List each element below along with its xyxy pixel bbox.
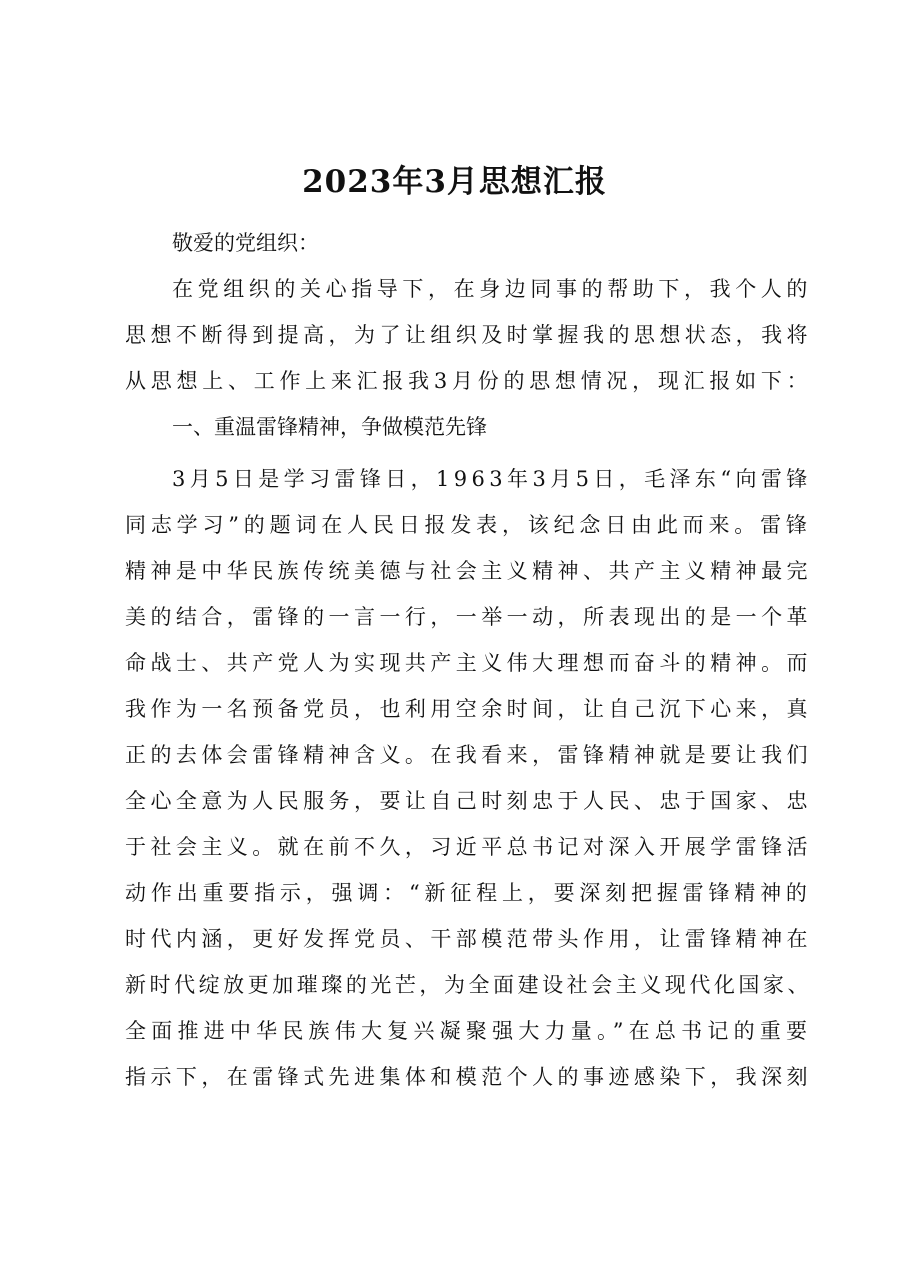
paragraph-line: 精神是中华民族传统美德与社会主义精神、共产主义精神最完 (125, 559, 812, 583)
paragraph-line: 正的去体会雷锋精神含义。在我看来，雷锋精神就是要让我们 (125, 743, 812, 767)
paragraph-line: 指示下，在雷锋式先进集体和模范个人的事迹感染下，我深刻 (125, 1065, 812, 1089)
paragraph-line: 从思想上、工作上来汇报我3月份的思想情况，现汇报如下： (125, 369, 812, 393)
paragraph-line: 思想不断得到提高，为了让组织及时掌握我的思想状态，我将 (125, 323, 812, 347)
paragraph-line: 3月5日是学习雷锋日，1963年3月5日，毛泽东“向雷锋 (172, 467, 812, 491)
paragraph-line: 命战士、共产党人为实现共产主义伟大理想而奋斗的精神。而 (125, 651, 812, 675)
paragraph-line: 动作出重要指示，强调：“新征程上，要深刻把握雷锋精神的 (125, 881, 812, 905)
paragraph-line: 全心全意为人民服务，要让自己时刻忠于人民、忠于国家、忠 (125, 789, 812, 813)
salutation: 敬爱的党组织： (172, 231, 319, 255)
paragraph-line: 时代内涵，更好发挥党员、干部模范带头作用，让雷锋精神在 (125, 927, 812, 951)
section-heading: 一、重温雷锋精神，争做模范先锋 (172, 415, 487, 439)
paragraph-line: 美的结合，雷锋的一言一行，一举一动，所表现出的是一个革 (125, 605, 812, 629)
document-title: 2023年3月思想汇报 (302, 164, 607, 200)
paragraph-line: 新时代绽放更加璀璨的光芒，为全面建设社会主义现代化国家、 (125, 973, 812, 997)
paragraph-line: 同志学习”的题词在人民日报发表，该纪念日由此而来。雷锋 (125, 513, 812, 537)
paragraph-line: 于社会主义。就在前不久，习近平总书记对深入开展学雷锋活 (125, 835, 812, 859)
paragraph-line: 全面推进中华民族伟大复兴凝聚强大力量。”在总书记的重要 (125, 1019, 812, 1043)
paragraph-line: 在党组织的关心指导下，在身边同事的帮助下，我个人的 (172, 277, 812, 301)
paragraph-line: 我作为一名预备党员，也利用空余时间，让自己沉下心来，真 (125, 697, 812, 721)
